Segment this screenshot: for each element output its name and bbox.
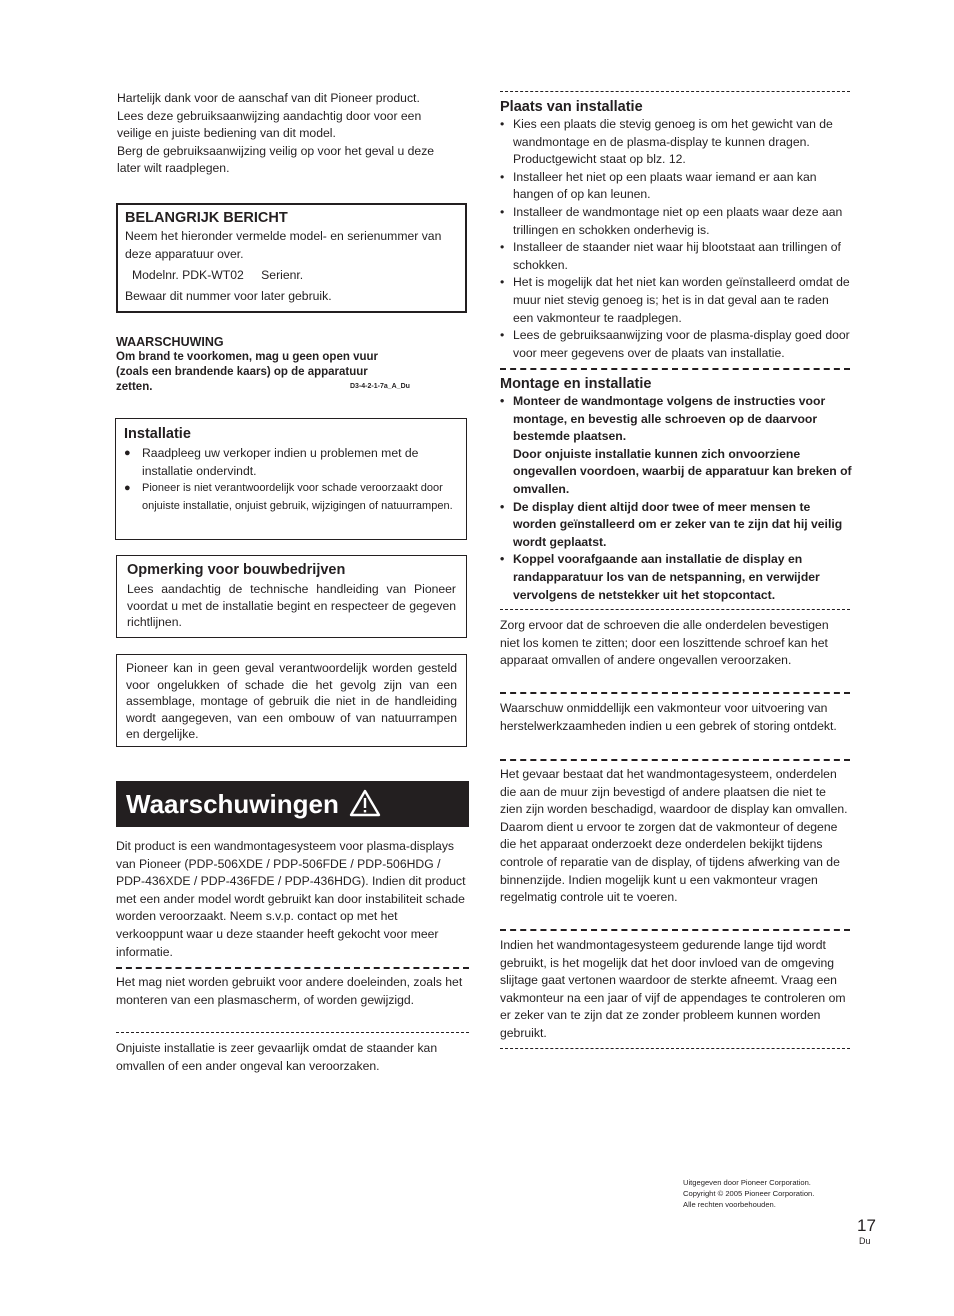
intro-line: Hartelijk dank voor de aanschaf van dit Pioneer product. xyxy=(117,91,420,105)
bouwbedrijven-title: Opmerking voor bouwbedrijven xyxy=(127,562,346,578)
serial-number: Serienr. xyxy=(261,268,304,283)
plaats-section xyxy=(500,98,852,362)
list-item: ● Pioneer is niet verantwoordelijk voor schade veroorzaakt door onjuiste installatie, onjuist gebruik, wijzigingen of natuurrampen. xyxy=(124,480,458,515)
installatie-box xyxy=(115,418,467,540)
paragraph: Onjuiste installatie is zeer gevaarlijk omdat de staander kan omvallen of een ander ongeval kan veroorzaken. xyxy=(116,1041,438,1073)
divider xyxy=(116,1032,469,1033)
list-item: • Koppel voorafgaande aan installatie de display en randapparatuur los van de netspanning, en verwijder vervolgens de netstekker uit het stopcontact. xyxy=(500,551,852,604)
intro-line: Berg de gebruiksaanwijzing veilig op voor het geval u deze xyxy=(117,143,435,158)
model-number: Modelnr. PDK-WT02 xyxy=(132,268,244,283)
list-item: ● Raadpleeg uw verkoper indien u problemen met de installatie ondervindt. xyxy=(124,445,458,480)
list-item: • De display dient altijd door twee of meer mensen te worden geïnstalleerd om er zeker van te zijn dat hij veilig wordt geplaatst. xyxy=(500,499,852,552)
model-serial-row xyxy=(125,267,458,285)
copyright: Copyright © 2005 Pioneer Corporation. xyxy=(683,1189,815,1198)
publisher: Uitgegeven door Pioneer Corporation. xyxy=(683,1178,811,1187)
montage-title: Montage en installatie xyxy=(500,376,652,392)
divider xyxy=(500,91,850,92)
divider xyxy=(500,929,850,931)
paragraph: Zorg ervoor dat de schroeven die alle onderdelen bevestigen niet los komen te zitten; door een loszittende schroef kan het apparaat omvallen of andere ongevallen veroorzaken. xyxy=(500,618,829,668)
disclaimer-box xyxy=(116,654,467,747)
list-item: • Kies een plaats die stevig genoeg is om het gewicht van de wandmontage en de plasma-display te kunnen dragen. Productgewicht staat op blz. 12. xyxy=(500,116,852,169)
list-item: • Lees de gebruiksaanwijzing voor de plasma-display goed door voor meer gegevens over de plaats van installatie. xyxy=(500,327,852,362)
belangrijk-text: Neem het hieronder vermelde model- en serienummer van deze apparatuur over. xyxy=(125,229,442,261)
paragraph: Het gevaar bestaat dat het wandmontagesysteem, onderdelen die aan de muur zijn bevestigd of andere plaatsen die niet te zien zijn worden beschadigd, waardoor de display kan omvallen. Daarom dient u ervoor te zorgen dat de vakmonteur of degene die het apparaat onderzoekt deze onderdelen bekijkt tijdens controle of reparatie van de display, of tijdens afwerking van de binnenzijde. Indien mogelijk kunt u een vakmonteur vragen regelmatig controle uit te voeren. xyxy=(500,767,848,905)
right-para2 xyxy=(500,700,850,735)
installatie-title: Installatie xyxy=(124,426,191,442)
montage-item1b: Door onjuiste installatie kunnen zich onvoorziene ongevallen voordoen, waarbij de apparatuur kan breken of omvallen. xyxy=(513,446,852,496)
list-item xyxy=(500,393,852,499)
list-item: • Installeer het niet op een plaats waar iemand er aan kan hangen of op kan leunen. xyxy=(500,169,852,204)
waarschuwing-code: D3-4-2-1-7a_A_Du xyxy=(350,383,410,390)
divider xyxy=(116,967,469,969)
divider xyxy=(500,759,850,761)
belangrijk-box xyxy=(116,203,467,313)
waarschuwingen-banner xyxy=(116,781,469,827)
disclaimer-text: Pioneer kan in geen geval verantwoordelijk worden gesteld voor ongelukken of schade die het gevolg zijn van een assemblage, montage of gebruik die niet in de handleiding wordt aangegeven, van een ombouw of van natuurrampen en dergelijke. xyxy=(126,661,457,741)
intro-line: later wilt raadplegen. xyxy=(117,161,230,176)
divider xyxy=(500,1048,850,1049)
bouwbedrijven-text: Lees aandachtig de technische handleiding van Pioneer voordat u met de installatie begint en respecteer de gegeven richtlijnen. xyxy=(127,582,456,629)
belangrijk-title: BELANGRIJK BERICHT xyxy=(125,210,288,226)
right-para4 xyxy=(500,937,850,1043)
waarschuwingen-para1 xyxy=(116,838,466,961)
divider xyxy=(500,609,850,610)
rights: Alle rechten voorbehouden. xyxy=(683,1200,776,1209)
belangrijk-footer: Bewaar dit nummer voor later gebruik. xyxy=(125,288,332,303)
intro-line: Lees deze gebruiksaanwijzing aandachtig door voor een xyxy=(117,108,422,123)
warning-triangle-icon xyxy=(349,789,381,822)
bouwbedrijven-box xyxy=(116,555,467,638)
paragraph: Indien het wandmontagesysteem gedurende lange tijd wordt gebruikt, is het mogelijk dat het door invloed van de omgeving slijtage gaat vertonen waardoor de sterkte afneemt. Vraag een vakmonteur na een jaar of vijf de appendages te controleren om er zeker van te zijn dat ze zonder probleem kunnen worden gebruikt. xyxy=(500,938,846,1040)
list-item: • Installeer de wandmontage niet op een plaats waar deze aan trillingen en schokken onderhevig is. xyxy=(500,204,852,239)
paragraph: Dit product is een wandmontagesysteem voor plasma-displays van Pioneer (PDP-506XDE / PDP-506FDE / PDP-506HDG / PDP-436XDE / PDP-436FDE / PDP-436HDG). Indien dit product met een ander model wordt gebruikt kan door instabiliteit schade worden veroorzaakt. Neem s.v.p. contact op met het verkooppunt waar u deze staander heeft gekocht voor meer informatie. xyxy=(116,839,466,959)
paragraph: Waarschuw onmiddellijk een vakmonteur voor uitvoering van herstelwerkzaamheden indien u een gebrek of storing ontdekt. xyxy=(500,701,837,733)
waarschuwingen-para2 xyxy=(116,974,466,1009)
list-item: • Installeer de staander niet waar hij blootstaat aan trillingen of schokken. xyxy=(500,239,852,274)
right-para3 xyxy=(500,766,850,907)
paragraph: Het mag niet worden gebruikt voor andere doeleinden, zoals het monteren van een plasmascherm, of worden gewijzigd. xyxy=(116,975,463,1007)
list-item: • Het is mogelijk dat het niet kan worden geïnstalleerd omdat de muur niet stevig genoeg is; het is in dat geval aan te raden een vakmonteur te raadplegen. xyxy=(500,274,852,327)
intro-text xyxy=(117,90,467,178)
plaats-title: Plaats van installatie xyxy=(500,99,643,115)
divider xyxy=(500,368,850,370)
waarschuwingen-para3 xyxy=(116,1040,466,1075)
waarschuwingen-title: Waarschuwingen xyxy=(126,789,339,819)
right-para1 xyxy=(500,617,850,670)
montage-section xyxy=(500,375,852,604)
montage-item1a: Monteer de wandmontage volgens de instructies voor montage, en bevestig alle schroeven op de daarvoor bestemde plaatsen. xyxy=(513,394,826,444)
divider xyxy=(500,692,850,694)
intro-line: veilige en juiste bediening van dit model. xyxy=(117,126,336,141)
waarschuwing-text: Om brand te voorkomen, mag u geen open vuur (zoals een brandende kaars) op de apparatuur zetten. xyxy=(116,351,378,393)
publisher-info xyxy=(683,1177,814,1210)
waarschuwing-title: WAARSCHUWING xyxy=(116,335,224,349)
language-code: Du xyxy=(859,1236,871,1246)
page-number: 17 xyxy=(857,1216,876,1235)
